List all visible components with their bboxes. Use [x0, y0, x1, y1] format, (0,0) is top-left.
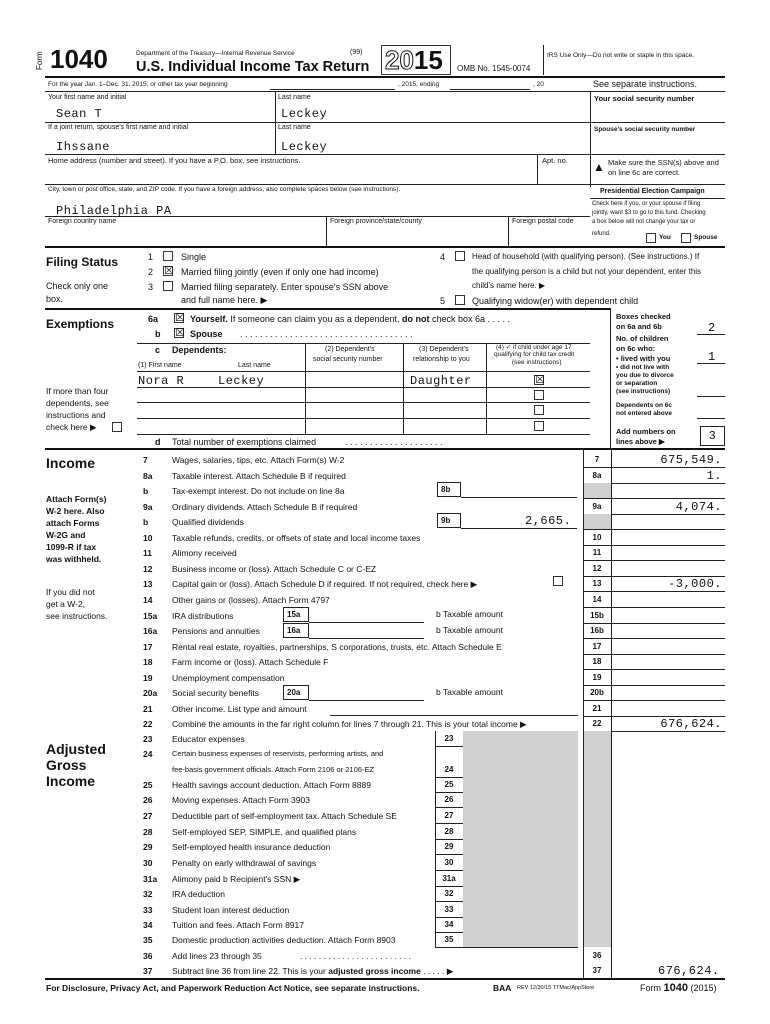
line-20b-label: b Taxable amount [436, 687, 503, 697]
income-line-num: 17 [143, 641, 153, 652]
ssn-label: Your social security number [594, 94, 695, 103]
income-line-num: b [143, 517, 149, 528]
income-line-num: 19 [143, 672, 153, 683]
agi-line-label: Certain business expenses of reservists, performing artists, and [172, 749, 384, 758]
income-line-label: Other gains or (losses). Attach Form 4797 [172, 594, 330, 605]
province-label: Foreign province/state/county [330, 218, 422, 225]
see-instructions: See separate instructions. [593, 79, 698, 89]
income-line-label: Unemployment compensation [172, 672, 285, 683]
attach-2: W-2 here. Also [46, 506, 105, 516]
income-line-label: Alimony received [172, 548, 237, 559]
deps-not-entered-1: Dependents on 6c [616, 402, 672, 409]
no-w2-3: see instructions. [46, 611, 108, 621]
income-line-label: Ordinary dividends. Attach Schedule B if required [172, 501, 358, 512]
agi-line-code: 34 [444, 920, 454, 929]
first-name-field[interactable]: Sean T [56, 107, 103, 121]
filing-1-num: 1 [148, 252, 154, 262]
check-only-one: Check only one [46, 281, 109, 291]
income-line-num: 14 [143, 594, 153, 605]
col-first-name: (1) First name [138, 362, 182, 369]
income-line-num: 12 [143, 563, 153, 574]
line-16b-label: b Taxable amount [436, 625, 503, 635]
deps-not-entered-2: not entered above [616, 410, 672, 417]
agi-line-code: 31a [442, 874, 456, 883]
income-line-code: 22 [592, 719, 602, 729]
income-line-label: Farm income or (loss). Attach Schedule F [172, 657, 329, 668]
postal-label: Foreign postal code [512, 218, 574, 225]
line-15a-box: 15a [283, 607, 309, 622]
agi-line-label: Penalty on early withdrawal of savings [172, 858, 317, 868]
col-ssn-1: (2) Dependent's [325, 346, 375, 353]
line-13-checkbox[interactable] [553, 576, 563, 586]
country-label: Foreign country name [48, 218, 117, 225]
tax-year [381, 45, 451, 75]
code: (99) [350, 49, 363, 56]
income-line-num: 15a [143, 610, 158, 621]
income-line-num: 9a [143, 501, 153, 512]
line-9b-value[interactable]: 2,665. [525, 514, 572, 528]
yourself-label: Yourself. If someone can claim you as a dependent, do not check box 6a . . . . . [190, 314, 511, 324]
more-deps-1: If more than four [46, 386, 109, 396]
more-deps-3: instructions and [46, 410, 106, 420]
attach-4: W-2G and [46, 530, 86, 540]
income-line-value[interactable]: 4,074. [675, 499, 722, 514]
yourself-end: check box 6a [432, 314, 486, 324]
yourself-checkbox[interactable]: ☒ [175, 311, 185, 324]
line-37-bold: adjusted gross income [328, 966, 421, 976]
income-line-code: 9a [592, 501, 602, 511]
line-6a-num: 6a [148, 314, 159, 324]
agi-line-label: Domestic production activities deduction. Attach Form 8903 [172, 935, 396, 945]
agi-line-num: 26 [143, 795, 153, 805]
yourself-rest: If someone can claim you as a dependent, [230, 314, 400, 324]
pec-text-3: a box below will not change your tax or [592, 219, 696, 225]
spouse-ssn-label: Spouse's social security number [594, 126, 696, 133]
spouse-last-field[interactable]: Leckey [281, 140, 328, 154]
add-numbers-1: Add numbers on [616, 427, 676, 436]
agi-title-2: Gross [46, 757, 87, 773]
agi-line-num: 27 [143, 811, 153, 821]
income-line-label: Taxable interest. Attach Schedule B if required [172, 470, 346, 481]
single-label: Single [181, 252, 207, 262]
last-name-field[interactable]: Leckey [281, 107, 328, 121]
attach-1: Attach Form(s) [46, 494, 107, 504]
widow-label: Qualifying widow(er) with dependent child [472, 296, 639, 306]
first-name-label: Your first name and initial [48, 94, 127, 101]
line-8b-box: 8b [437, 482, 461, 497]
income-line-num: 21 [143, 703, 153, 714]
agi-line-num: 28 [143, 827, 153, 837]
income-line-num: 11 [143, 548, 152, 559]
dependent-relationship[interactable]: Daughter [410, 374, 472, 388]
footer-form-word: Form [640, 983, 661, 993]
line-6c-num: c [155, 345, 161, 355]
income-line-value[interactable]: 676,624. [660, 717, 722, 732]
married-separate-label: Married filing separately. Enter spouse's SSN above [181, 282, 389, 292]
filing-2-num: 2 [148, 267, 154, 277]
more-deps-2: dependents, see [46, 398, 109, 408]
exemptions-title: Exemptions [46, 317, 115, 331]
head-household-label: Head of household (with qualifying person). (See instructions.) If [472, 252, 700, 261]
filing-3-num: 3 [148, 282, 154, 292]
col-child-2: qualifying for child tax credit [494, 351, 575, 358]
attach-3: attach Forms [46, 518, 100, 528]
footer-rev: REV 12/30/15 TTMac/AppStore [517, 985, 595, 991]
line-9b-box: 9b [437, 513, 461, 528]
not-live-1: • did not live with [616, 364, 670, 371]
footer-baa: BAA [493, 983, 512, 993]
income-line-label: Combine the amounts in the far right column for lines 7 through 21. This is your total income ▶ [172, 719, 527, 730]
married-separate-checkbox[interactable] [163, 281, 173, 291]
income-line-code: 12 [592, 563, 602, 573]
line-37-code: 37 [592, 966, 602, 975]
pec-spouse-checkbox[interactable] [681, 233, 691, 243]
income-line-code: 11 [592, 548, 602, 558]
attach-6: was withheld. [46, 554, 102, 564]
income-line-code: 16b [590, 626, 604, 636]
married-separate-label-2: and full name here. ▶ [181, 295, 268, 305]
income-line-code: 15b [590, 610, 604, 620]
income-line-num: 20a [143, 688, 158, 699]
agi-line-label: Tuition and fees. Attach Form 8917 [172, 920, 304, 930]
children-lived-value[interactable]: 1 [708, 350, 716, 364]
pec-you-label: You [659, 234, 671, 241]
income-line-label: Other income. List type and amount [172, 703, 307, 714]
agi-line-code: 32 [444, 889, 454, 898]
line-6d-num: d [155, 437, 161, 447]
income-line-num: 22 [143, 719, 153, 730]
income-line-num: 7 [143, 455, 148, 465]
more-deps-checkbox[interactable] [112, 422, 122, 432]
income-line-code: 17 [592, 641, 602, 651]
income-line-label: Pensions and annuities [172, 626, 260, 637]
income-line-code: 8a [592, 470, 602, 480]
agi-line-code: 25 [444, 780, 454, 789]
income-line-label: Social security benefits [172, 688, 259, 699]
footer-form [640, 982, 717, 994]
col-ssn-2: social security number [313, 356, 383, 363]
income-line-label: Capital gain or (loss). Attach Schedule D if required. If not required, check here ▶ [172, 579, 478, 590]
income-line-label: Wages, salaries, tips, etc. Attach Form(s) W-2 [172, 455, 345, 465]
not-live-2: you due to divorce [616, 372, 674, 379]
income-line-value[interactable]: 1. [706, 468, 722, 483]
form-title: U.S. Individual Income Tax Return [136, 59, 370, 75]
children-1: No. of children [616, 334, 669, 343]
line-37-text: Subtract line 36 from line 22. This is your [172, 966, 326, 976]
footer-year: (2015) [690, 983, 717, 993]
dependent-last-name[interactable]: Leckey [218, 374, 265, 388]
income-title: Income [46, 455, 96, 471]
agi-line-code: 26 [444, 795, 454, 804]
line-36-num: 36 [143, 951, 153, 961]
add-numbers-2: lines above ▶ [616, 437, 665, 446]
agi-line-label: Alimony paid b Recipient's SSN ▶ [172, 874, 301, 884]
filing-status-title: Filing Status [46, 255, 118, 269]
col-child-3: (see instructions) [512, 359, 562, 366]
boxes-checked-2: on 6a and 6b [616, 322, 662, 331]
boxes-checked-value[interactable]: 2 [708, 321, 716, 335]
income-line-shade [583, 483, 611, 498]
income-line-value[interactable]: -3,000. [668, 577, 722, 592]
dependent-first-name[interactable]: Nora R [138, 374, 185, 388]
pec-text-1: Check here if you, or your spouse if filing [592, 201, 701, 207]
agi-line-label: Deductible part of self-employment tax. Attach Schedule SE [172, 811, 397, 821]
agi-line-label-2: fee-basis government officials. Attach Form 2106 or 2106-EZ [172, 765, 375, 774]
income-line-value[interactable]: 675,549. [660, 453, 722, 467]
spouse-checkbox[interactable]: ☒ [175, 326, 185, 339]
agi-line-num: 30 [143, 858, 153, 868]
income-line-code: 21 [592, 703, 602, 713]
filing-4-num: 4 [440, 252, 446, 262]
agi-line-code: 29 [444, 842, 454, 851]
ssn-note-1: Make sure the SSN(s) above and on line 6c are correct. [608, 158, 719, 177]
footer-form-num: 1040 [663, 982, 688, 994]
attach-5: 1099-R if tax [46, 542, 97, 552]
agi-line-num: 33 [143, 905, 153, 915]
agi-line-num: 25 [143, 780, 153, 790]
income-line-label: Rental real estate, royalties, partnerships, S corporations, trusts, etc. Attach Schedule E [172, 641, 502, 652]
single-checkbox[interactable] [163, 251, 173, 261]
line-37-value[interactable]: 676,624. [658, 964, 720, 978]
yourself-donot: do not [401, 314, 430, 324]
dependent-2-child-checkbox[interactable] [534, 390, 544, 400]
agi-line-code: 27 [444, 811, 454, 820]
line-37-num: 37 [143, 966, 153, 976]
col-rel-1: (3) Dependent's [419, 346, 469, 353]
income-line-label: Tax-exempt interest. Do not include on line 8a [172, 486, 345, 497]
agi-line-num: 35 [143, 935, 153, 945]
col-child-1: (4) ✓ if child under age 17 [496, 344, 572, 351]
tax-year-line: For the year Jan. 1–Dec. 31, 2015, or other tax year beginning [48, 81, 228, 88]
line-36-code: 36 [592, 951, 602, 960]
income-line-num: 16a [143, 626, 158, 637]
income-line-code: 20b [590, 688, 604, 698]
income-line-code: 18 [592, 657, 602, 667]
agi-line-label: Student loan interest deduction [172, 905, 290, 915]
department: Department of the Treasury—Internal Revenue Service [136, 50, 295, 57]
income-line-code: 14 [592, 594, 602, 604]
income-line-label: Business income or (loss). Attach Schedule C or C-EZ [172, 563, 377, 574]
dependents-label: Dependents: [172, 345, 227, 355]
income-line-code: 13 [592, 579, 602, 589]
agi-line-code: 30 [444, 858, 454, 867]
head-household-label-3: child's name here. ▶ [472, 281, 546, 290]
irs-use-only: IRS Use Only—Do not write or staple in this space. [547, 52, 695, 59]
pec-text-4: refund. [592, 231, 611, 237]
filing-5-num: 5 [440, 296, 446, 306]
agi-code-divider [435, 731, 436, 947]
agi-line-label: Self-employed health insurance deduction [172, 842, 331, 852]
income-line-num: 10 [143, 532, 153, 543]
agi-line-num: 34 [143, 920, 153, 930]
agi-line-label: Self-employed SEP, SIMPLE, and qualified plans [172, 827, 357, 837]
no-w2-2: get a W-2, [46, 599, 86, 609]
head-household-checkbox[interactable] [455, 251, 465, 261]
footer-notice: For Disclosure, Privacy Act, and Paperwork Reduction Act Notice, see separate instructions. [46, 983, 420, 993]
income-line-label: IRA distributions [172, 610, 234, 621]
agi-line-code: 23 [444, 734, 454, 743]
agi-line-num: 31a [143, 874, 158, 884]
form-label: Form [35, 51, 44, 70]
married-joint-checkbox[interactable]: ☒ [164, 264, 174, 277]
city-label: City, town or post office, state, and ZIP code. If you have a foreign address, also complete spaces below (see instructions). [48, 186, 401, 193]
omb-number: OMB No. 1545-0074 [457, 64, 531, 73]
dependent-1-child-checkbox[interactable]: ☒ [535, 373, 545, 386]
agi-line-label: Moving expenses. Attach Form 3903 [172, 795, 310, 805]
more-deps-4: check here ▶ [46, 422, 97, 432]
check-only-box: box. [46, 294, 64, 304]
dependent-4-child-checkbox[interactable] [534, 421, 544, 431]
agi-title-3: Income [46, 773, 96, 789]
income-line-code: 7 [594, 455, 600, 464]
year-decade: 15 [413, 45, 443, 75]
children-3: • lived with you [616, 354, 671, 363]
no-w2-1: If you did not [46, 587, 95, 597]
income-line-label: Taxable refunds, credits, or offsets of state and local income taxes [172, 532, 421, 543]
agi-line-rule [435, 947, 578, 948]
agi-line-num: 23 [143, 734, 153, 744]
yourself-bold: Yourself. [190, 314, 228, 324]
children-2: on 6c who: [616, 344, 656, 353]
tax-year-ending: , 2015, ending [398, 81, 440, 88]
spouse-label: Spouse [190, 329, 223, 339]
income-line-code: 19 [592, 672, 602, 682]
apt-label: Apt. no. [542, 156, 568, 165]
pec-title: Presidential Election Campaign [600, 188, 705, 195]
income-line-num: 13 [143, 579, 153, 590]
address-label: Home address (number and street). If you have a P.O. box, see instructions. [48, 156, 301, 165]
income-line-num: 8a [143, 470, 153, 481]
pec-text-2: jointly, want $3 to go to this fund. Checking [592, 210, 706, 216]
agi-line-num: 32 [143, 889, 153, 899]
spouse-first-field[interactable]: Ihssane [56, 140, 110, 154]
agi-title-1: Adjusted [46, 741, 106, 757]
total-exemptions-label: Total number of exemptions claimed [172, 437, 317, 447]
last-name-label: Last name [278, 94, 311, 101]
pec-you-checkbox[interactable] [646, 233, 656, 243]
pec-spouse-label: Spouse [694, 234, 718, 241]
line-36-label: Add lines 23 through 35 [172, 951, 262, 961]
agi-line-label: IRA deduction [172, 889, 225, 899]
agi-line-num: 29 [143, 842, 153, 852]
tax-year-ending-20: , 20 [533, 81, 544, 88]
spouse-last-label: Last name [278, 124, 311, 131]
not-live-3: or separation [616, 380, 658, 387]
dependent-3-child-checkbox[interactable] [534, 405, 544, 415]
line-6b-num: b [155, 329, 161, 339]
income-line-label: Qualified dividends [172, 517, 244, 528]
agi-line-label: Health savings account deduction. Attach Form 8889 [172, 780, 371, 790]
married-joint-label: Married filing jointly (even if only one had income) [181, 267, 379, 277]
agi-line-label: Educator expenses [172, 734, 245, 744]
agi-line-code: 28 [444, 827, 454, 836]
agi-line-code: 35 [444, 935, 454, 944]
line-15b-label: b Taxable amount [436, 609, 503, 619]
col-rel-2: relationship to you [413, 356, 470, 363]
col-last-name: Last name [238, 362, 271, 369]
total-exemptions-value[interactable]: 3 [700, 426, 725, 446]
agi-line-code: 24 [444, 765, 454, 774]
spouse-name-label: If a joint return, spouse's first name and initial [48, 124, 189, 131]
head-household-label-2: the qualifying person is a child but not your dependent, enter this [472, 267, 702, 276]
line-37-label: Subtract line 36 from line 22. This is your adjusted gross income . . . . . ▶ [172, 966, 454, 976]
line-20a-box: 20a [283, 685, 309, 700]
income-line-shade [583, 514, 611, 529]
boxes-checked-1: Boxes checked [616, 312, 671, 321]
agi-line-code: 33 [444, 905, 454, 914]
not-live-4: (see instructions) [616, 388, 671, 395]
year-century: 20 [385, 45, 414, 75]
income-line-num: b [143, 486, 149, 497]
income-line-num: 18 [143, 657, 153, 668]
widow-checkbox[interactable] [455, 295, 465, 305]
income-line-code: 10 [592, 532, 602, 542]
form-number: 1040 [50, 44, 108, 74]
agi-line-num: 24 [143, 749, 153, 759]
line-16a-box: 16a [283, 623, 309, 638]
warning-icon: ▲ [593, 160, 605, 174]
city-field[interactable]: Philadelphia PA [56, 204, 172, 218]
